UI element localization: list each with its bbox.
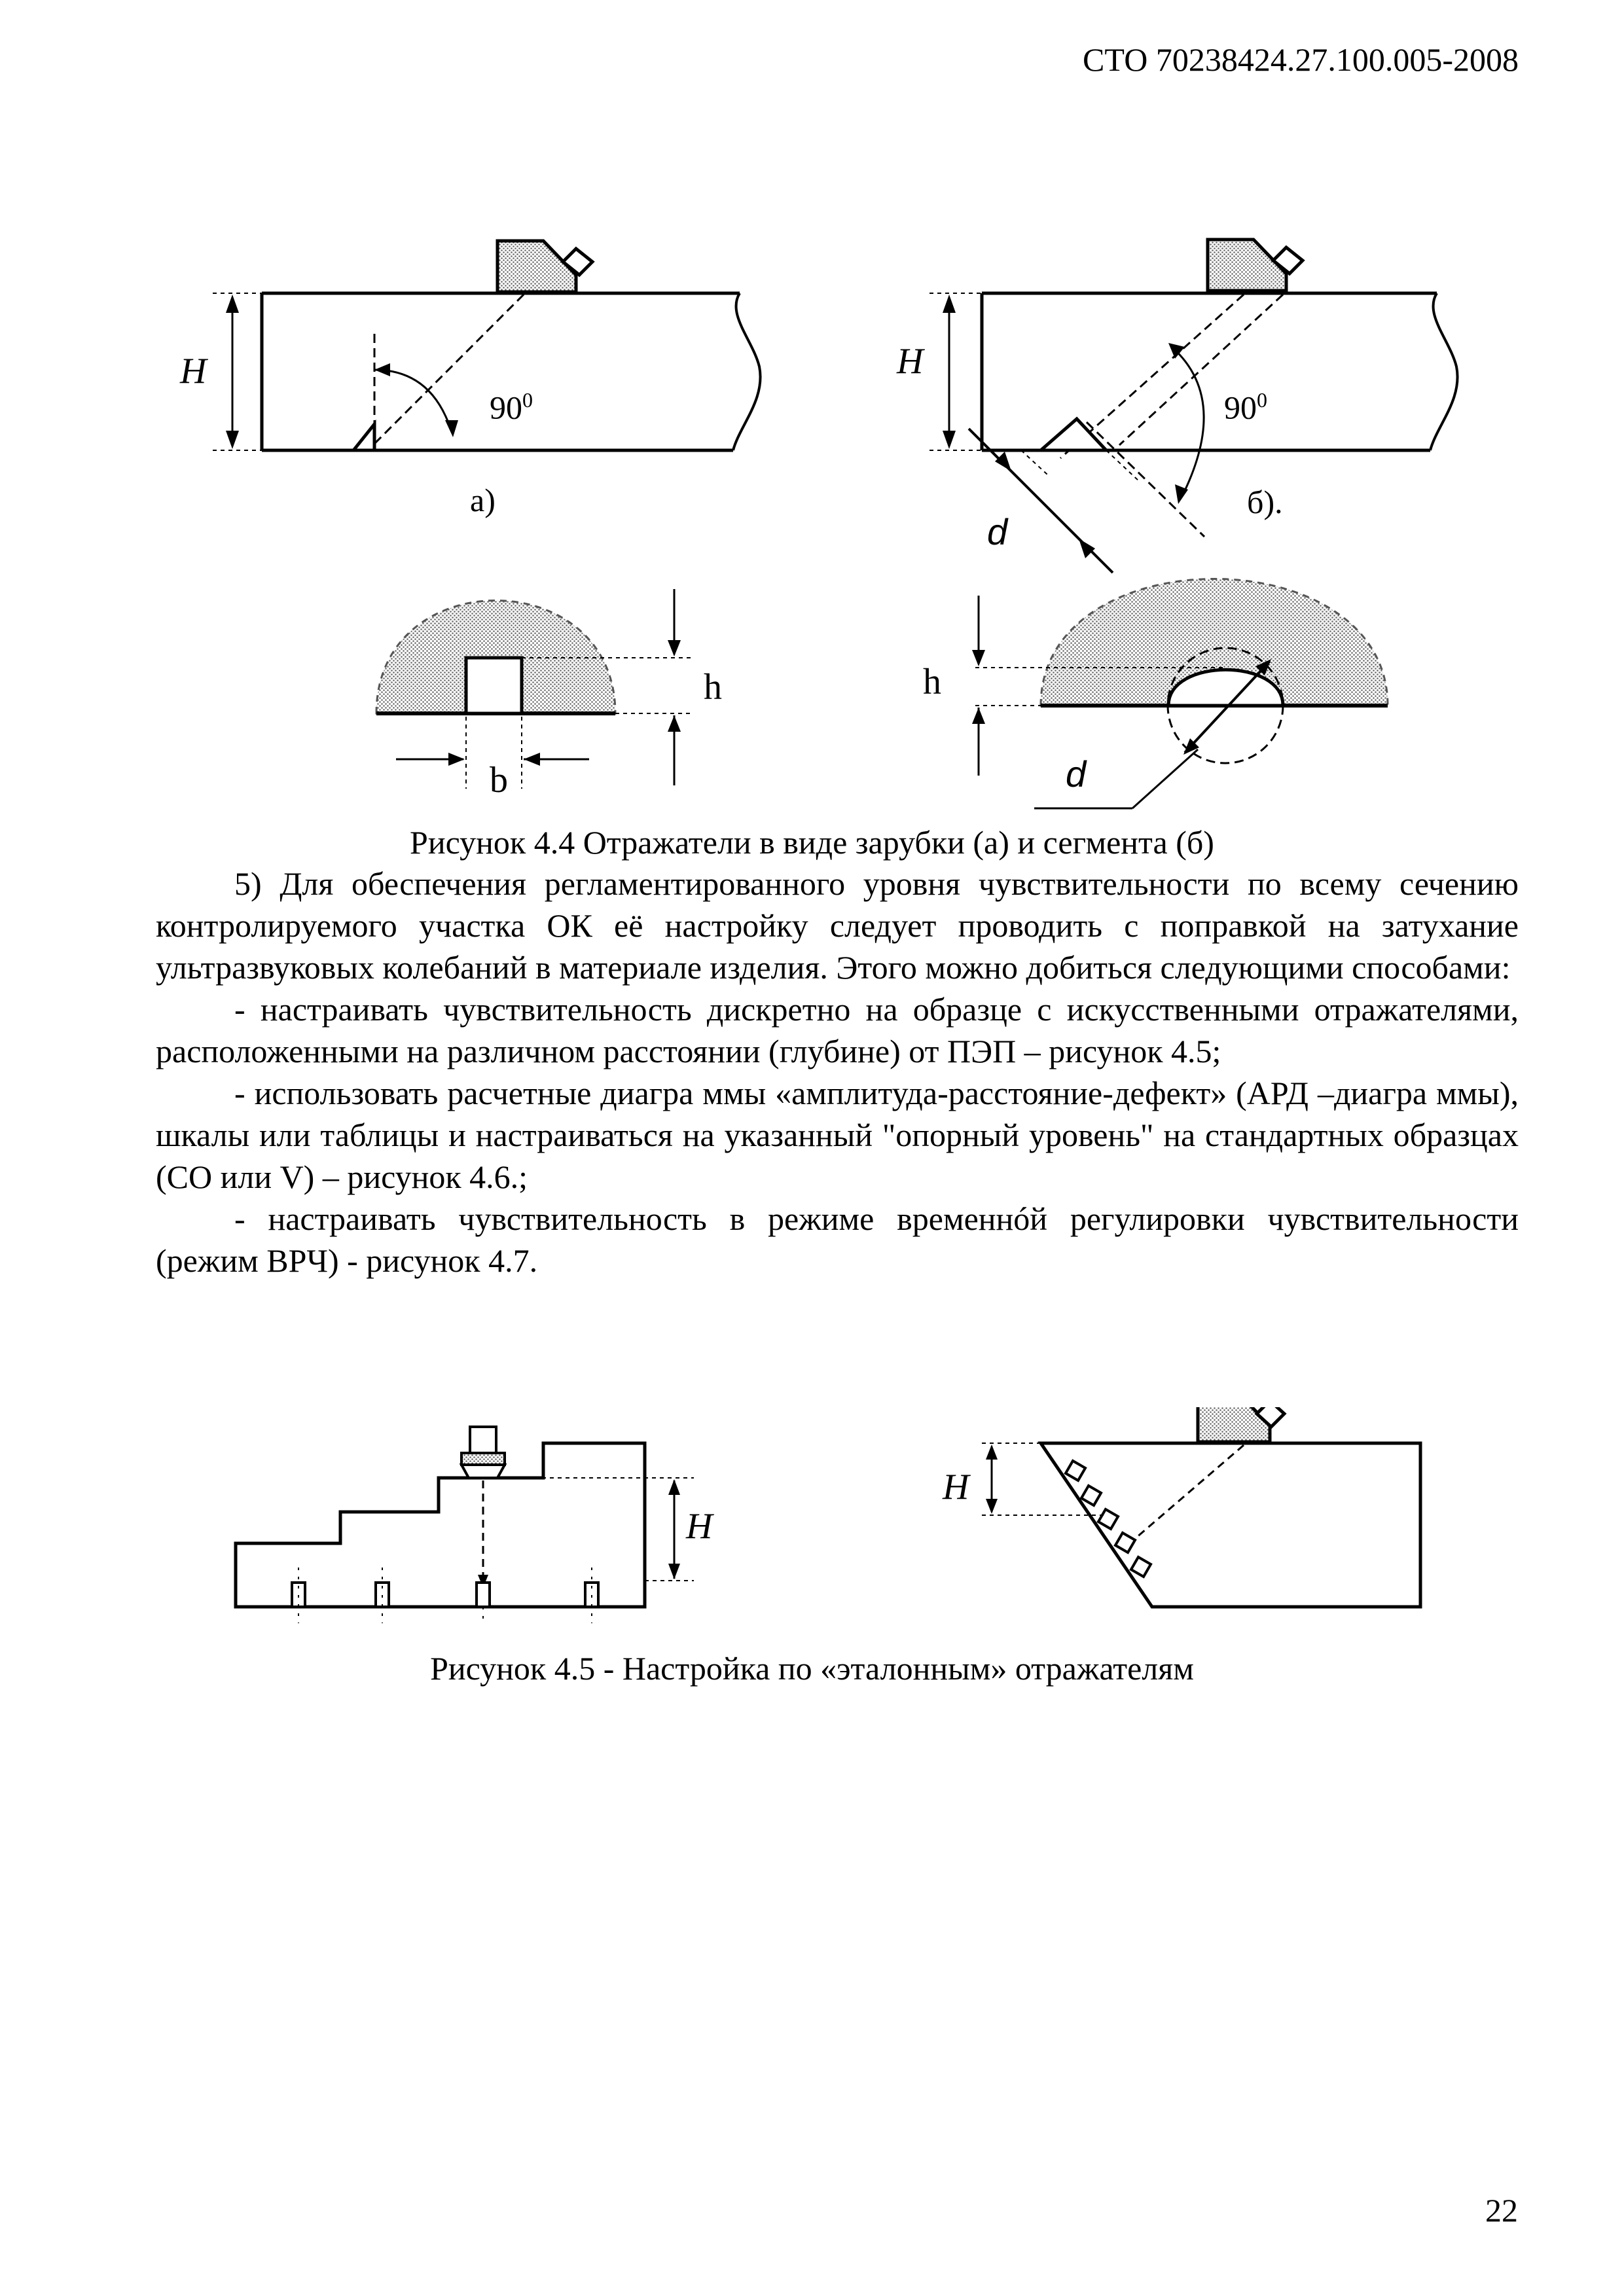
label-h-right: h [923, 662, 941, 702]
figure-4-5-caption: Рисунок 4.5 - Настройка по «эталонным» отражателям [430, 1650, 1194, 1687]
notch-reflector [353, 424, 374, 450]
diagram-a-block [213, 293, 761, 450]
page-number: 22 [1485, 2192, 1518, 2229]
dim-arrow [226, 431, 239, 449]
figure-4-4-caption: Рисунок 4.4 Отражатели в виде зарубки (а) и сегмента (б) [410, 824, 1214, 861]
transducer-b-icon [1208, 240, 1303, 291]
figure-4-4 [0, 0, 1624, 838]
label-H-b: H [897, 341, 924, 382]
label-d-top: d [987, 511, 1008, 552]
list-item: - настраивать чувствительность дискретно на образце с искусственными отражателями, расположенными на различном расстоянии (глубине) от ПЭП – рисунок 4.5; [156, 991, 1519, 1069]
subfigure-b-label: б). [1247, 484, 1283, 520]
figure-4-5 [0, 1407, 1624, 1656]
label-H-a: H [180, 351, 207, 391]
wedge-block [1041, 1443, 1420, 1607]
segment-reflector [1041, 419, 1106, 450]
body-text [156, 863, 1519, 1282]
dim-arrow [226, 295, 239, 313]
label-d-bottom: d [1066, 753, 1087, 795]
label-H-steps: H [686, 1506, 713, 1547]
angle-label-a: $90^0$ [490, 388, 533, 426]
label-b: b [490, 760, 508, 800]
list-item: - настраивать чувствительность в режиме временнóй регулировки чувствительности (режим ВРЧ) - рисунок 4.7. [156, 1200, 1519, 1279]
paragraph-5: 5) Для обеспечения регламентированного уровня чувствительности по всему сечению контролируемого участка ОК её настройку следует проводить с поправкой на затухание ультразвуковых колебаний в материале изделия. Этого можно добиться следующими способами: [156, 865, 1519, 986]
subfigure-a-label: а) [470, 482, 496, 518]
angle-arc [1172, 347, 1204, 497]
notch-section [466, 658, 522, 713]
list-item: - использовать расчетные диагра ммы «амплитуда-расстояние-дефект» (АРД –диагра ммы), шкалы или таблицы и настраиваться на указанный "опорный уровень" на стандартных образцах (СО или V) – рисунок 4.6.; [156, 1075, 1519, 1195]
angle-label-b: $90^0$ [1224, 388, 1267, 426]
transducer-c-icon [1198, 1407, 1284, 1442]
transducer-a-icon [497, 241, 592, 292]
probe-icon [461, 1427, 505, 1478]
label-h-left: h [704, 667, 722, 708]
page-header: СТО 70238424.27.100.005-2008 [1083, 41, 1519, 78]
label-H-wedge: H [943, 1467, 969, 1507]
